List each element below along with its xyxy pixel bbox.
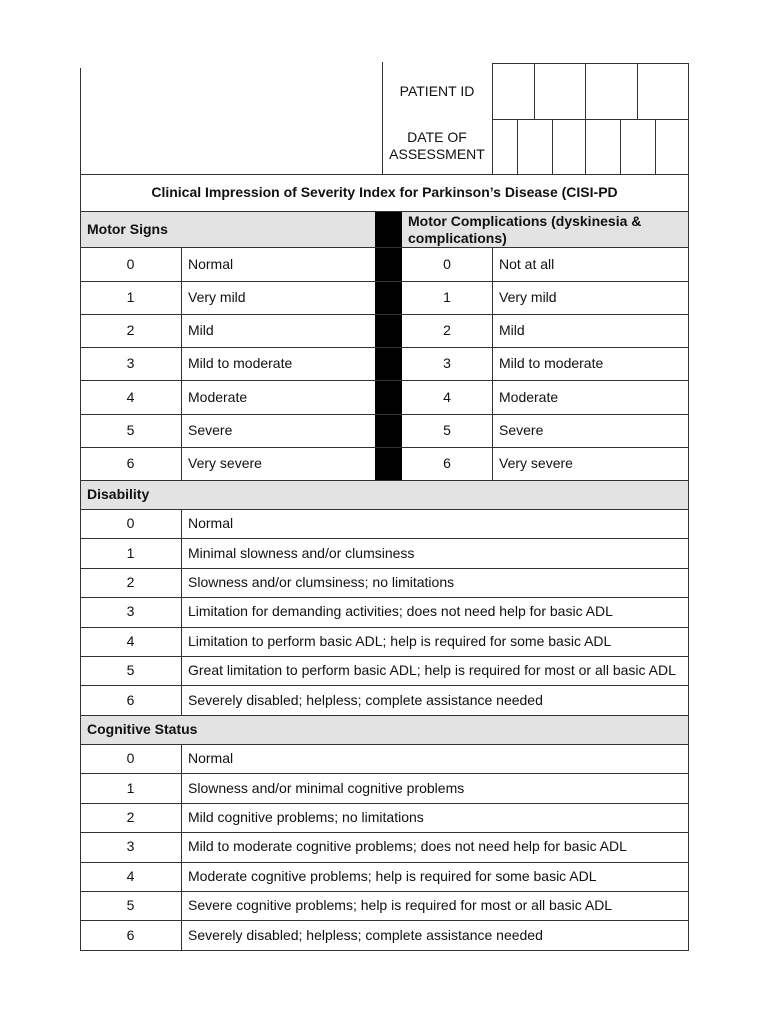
- disability-score: 0: [126, 515, 135, 531]
- outer-left-border-top: [80, 68, 81, 174]
- cognitive-label: Severe cognitive problems; help is required for most or all basic ADL: [188, 897, 613, 913]
- disability-label: Severely disabled; helpless; complete assistance needed: [188, 692, 543, 708]
- motor-right-border: [688, 211, 689, 481]
- cognitive-label: Mild to moderate cognitive problems; does not need help for basic ADL: [188, 838, 627, 854]
- cognitive-label: Slowness and/or minimal cognitive problems: [188, 780, 465, 796]
- motor-complications-heading-line2: complications): [408, 230, 507, 246]
- disability-label: Limitation to perform basic ADL; help is required for some basic ADL: [188, 633, 612, 649]
- motor-row-border: [80, 314, 689, 315]
- motor-signs-score: 0: [126, 256, 135, 272]
- cognitive-score: 6: [126, 927, 135, 943]
- disability-label: Normal: [188, 515, 234, 531]
- boxes-left: [492, 63, 493, 174]
- motor-signs-score: 4: [126, 389, 135, 405]
- cognitive-row-border: [80, 891, 689, 892]
- motor-divider-bar: [375, 211, 402, 481]
- cognitive-score: 1: [126, 780, 135, 796]
- form-title: Clinical Impression of Severity Index for Parkinson’s Disease (CISI-PD: [151, 184, 618, 200]
- motor-complications-score: 3: [443, 355, 451, 371]
- motor-signs-score: 5: [126, 422, 135, 438]
- cognitive-label: Severely disabled; helpless; complete assistance needed: [188, 927, 543, 943]
- date-box-divider-3: [585, 119, 586, 174]
- motor-signs-label: Severe: [188, 422, 233, 438]
- disability-score: 4: [126, 633, 135, 649]
- motor-row-border: [80, 414, 689, 415]
- cognitive-row-border: [80, 950, 689, 951]
- disability-header: [81, 481, 688, 509]
- cognitive-score: 5: [126, 897, 135, 913]
- cognitive-label: Mild cognitive problems; no limitations: [188, 809, 424, 825]
- cognitive-score: 3: [126, 838, 135, 854]
- motor-complications-score: 4: [443, 389, 451, 405]
- disability-row-border: [80, 568, 689, 569]
- disability-row-border: [80, 656, 689, 657]
- motor-top-border: [80, 211, 689, 212]
- motor-complications-score: 1: [443, 289, 451, 305]
- disability-label: Slowness and/or clumsiness; no limitations: [188, 574, 455, 590]
- id-boxes-top: [492, 63, 688, 64]
- date-box-divider-5: [655, 119, 656, 174]
- motor-complications-score: 6: [443, 455, 451, 471]
- cognitive-label: Normal: [188, 750, 234, 766]
- disability-row-border: [80, 685, 689, 686]
- cognitive-row-border: [80, 803, 689, 804]
- motor-left-border: [80, 211, 81, 481]
- outer-right-border-top: [688, 63, 689, 174]
- disability-label: Limitation for demanding activities; does not need help for basic ADL: [188, 603, 613, 619]
- motor-complications-label: Mild: [499, 322, 525, 338]
- date-box-divider-4: [620, 119, 621, 174]
- motor-complications-heading-line1: Motor Complications (dyskinesia &: [408, 213, 642, 229]
- disability-row-border: [80, 538, 689, 539]
- motor-complications-label: Mild to moderate: [499, 355, 604, 371]
- cognitive-score: 0: [126, 750, 135, 766]
- id-box-divider-2: [585, 63, 586, 119]
- motor-complications-label: Severe: [499, 422, 544, 438]
- id-boxes-bottom: [492, 119, 688, 120]
- date-box-divider-1: [517, 119, 518, 174]
- disability-label: Minimal slowness and/or clumsiness: [188, 545, 415, 561]
- disability-row-border: [80, 627, 689, 628]
- motor-signs-label: Normal: [188, 256, 234, 272]
- motor-complications-label: Not at all: [499, 256, 555, 272]
- motor-row-border: [80, 447, 689, 448]
- motor-signs-score: 3: [126, 355, 135, 371]
- cognitive-header-bottom: [80, 744, 689, 745]
- motor-row-border: [80, 380, 689, 381]
- id-box-divider-1: [534, 63, 535, 119]
- id-box-divider-3: [637, 63, 638, 119]
- motor-row-border: [80, 281, 689, 282]
- cognitive-row-border: [80, 832, 689, 833]
- motor-signs-label: Mild: [188, 322, 214, 338]
- motor-complications-score: 5: [443, 422, 451, 438]
- motor-complications-score: 0: [443, 256, 451, 272]
- disability-score: 1: [126, 545, 135, 561]
- disability-score: 5: [126, 662, 135, 678]
- disability-score: 6: [126, 692, 135, 708]
- motor-signs-label: Very severe: [188, 455, 262, 471]
- motor-header-bottom: [80, 247, 689, 248]
- cognitive-row-border: [80, 862, 689, 863]
- motor-complications-label: Moderate: [499, 389, 559, 405]
- cognitive-row-border: [80, 920, 689, 921]
- motor-signs-label: Mild to moderate: [188, 355, 293, 371]
- motor-complications-label: Very severe: [499, 455, 573, 471]
- date-box-divider-2: [552, 119, 553, 174]
- motor-complications-label: Very mild: [499, 289, 557, 305]
- patient-id-label: PATIENT ID: [399, 83, 475, 99]
- motor-complications-score: 2: [443, 322, 451, 338]
- disability-label: Great limitation to perform basic ADL; help is required for most or all basic ADL: [188, 662, 676, 678]
- motor-row-border: [80, 347, 689, 348]
- cognitive-heading: Cognitive Status: [87, 721, 198, 737]
- motor-signs-label: Moderate: [188, 389, 248, 405]
- motor-signs-score: 2: [126, 322, 135, 338]
- title-top-border: [80, 174, 689, 175]
- motor-signs-score: 6: [126, 455, 135, 471]
- disability-score: 3: [126, 603, 135, 619]
- cognitive-score: 2: [126, 809, 135, 825]
- motor-signs-label: Very mild: [188, 289, 246, 305]
- disability-col-divider: [181, 509, 182, 715]
- motor-signs-heading: Motor Signs: [87, 221, 168, 237]
- disability-heading: Disability: [87, 486, 150, 502]
- disability-row-border: [80, 597, 689, 598]
- cognitive-score: 4: [126, 868, 135, 884]
- motor-signs-score: 1: [126, 289, 135, 305]
- disability-score: 2: [126, 574, 135, 590]
- cognitive-row-border: [80, 773, 689, 774]
- disability-header-bottom: [80, 509, 689, 510]
- cognitive-label: Moderate cognitive problems; help is required for some basic ADL: [188, 868, 597, 884]
- date-of-assessment-label: DATE OF ASSESSMENT: [389, 129, 485, 162]
- cognitive-col-divider: [181, 744, 182, 950]
